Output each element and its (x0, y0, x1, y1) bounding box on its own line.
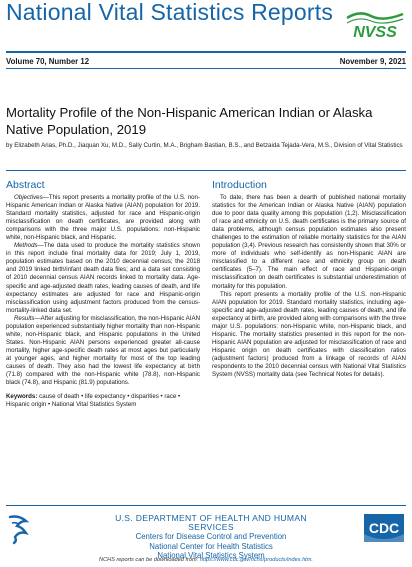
title-rule (6, 170, 406, 171)
nvss-logo (345, 6, 405, 42)
download-prefix: NCHS reports can be downloaded from: (99, 557, 199, 563)
abstract-heading: Abstract (6, 179, 45, 191)
footer-rule (6, 505, 406, 506)
report-header (0, 0, 412, 50)
methods-label: Methods (14, 242, 38, 250)
results-label: Results (14, 314, 35, 322)
nvss-logo-text: NVSS (353, 24, 397, 41)
download-link[interactable]: https://www.cdc.gov/nchs/products/index.htm. (199, 557, 313, 563)
header-rule (6, 51, 406, 53)
abstract-results (6, 315, 200, 387)
abstract-methods (6, 242, 200, 314)
objectives-text: —This report presents a mortality profile of the U.S. non-Hispanic American Indian or Alaska Native (AIAN) population for 2019. Standard mortality statistics, adjusted for race and Hispanic-origin misclassification on death certificates, are provided along with comparisons with the three major U.S. populations: non-Hispanic white, non-Hispanic black, and Hispanic. (6, 194, 200, 242)
keywords-label: Keywords: (6, 393, 38, 401)
download-note (6, 557, 406, 563)
introduction-column (212, 179, 406, 379)
cdc-logo-text: CDC (368, 520, 400, 536)
objectives-label: Objectives (14, 194, 43, 201)
introduction-paragraph-2: This report presents a mortality profile of the U.S. non-Hispanic AIAN population for 2019. Standard mortality statistics, including age-specific and age-adjusted death rates, leading causes of death, and life expectancy at birth, are provided along with comparisons with the three major U.S. populations: non-Hispanic white, non-Hispanic black, and Hispanic. The mortality statistics presented in this report for the non-Hispanic AIAN population are adjusted for misclassification of race and Hispanic origin on death certificates with classification ratios (adjustment factors) produced from a linkage of records of AIAN respondents to the 2010 decennial census with National Vital Statistics System (NVSS) mortality data (see Technical Notes for details). (212, 290, 406, 379)
abstract-column (6, 179, 200, 409)
report-title: Mortality Profile of the Non-Hispanic American Indian or Alaska Native Population, 2019 (6, 105, 373, 137)
keywords (6, 393, 200, 409)
department-name: U.S. DEPARTMENT OF HEALTH AND HUMAN SERVICES (115, 513, 307, 533)
results-text: —After adjusting for misclassification, the non-Hispanic AIAN population experienced substantially higher mortality than non-Hispanic white, non-Hispanic black, and Hispanic populations in the United States. Non-Hispanic AIAN persons experienced greater all-cause mortality, higher age-specific death rates at most ages but particularly at younger ages, and higher mortality for most of the top leading causes of death. They also had the lowest life expectancy at birth (71.8) compared with the non-Hispanic white (78.8), non-Hispanic black (74.8), and Hispanic (81.9) populations. (6, 314, 201, 387)
meta-rule (6, 68, 406, 69)
agency-block (106, 514, 316, 560)
methods-text: —The data used to produce the mortality statistics shown in this report include final mortality data for 2019; July 1, 2019, population estimates based on the 2010 decennial census; the 2018 and 2019 linked birth/infant death data files; and a data set consisting of 2010 decennial census AIAN records linked to mortality data. Age-specific and age-adjusted death rates, leading causes of death, and life expectancy estimates are adjusted for race and Hispanic-origin misclassification using adjustment factors produced from the census-mortality-linked data set. (6, 242, 200, 314)
keywords-text: cause of death • life expectancy • disparities • race • Hispanic origin • National Vital Statistics System (6, 393, 181, 409)
abstract-objectives (6, 194, 200, 242)
authors: by Elizabeth Arias, Ph.D., Jiaquan Xu, M.D., Sally Curtin, M.A., Brigham Bastian, B.S., and Betzaida Tejada-Vera, M.S., Division of Vital Statistics (6, 142, 403, 149)
cdc-name: Centers for Disease Control and Prevention (135, 532, 287, 542)
introduction-paragraph-1: To date, there has been a dearth of published national mortality statistics for the American Indian or Alaska Native (AIAN) population due to poor data quality among this population (1,2). Misclassification of race and ethnicity on U.S. death certificates is the primary source of data problems, although census population estimates also present challenges to the estimation of reliable mortality statistics for the AIAN population (3,4). Previous research has consistently shown that 30% or more of individuals who self-identify as non-Hispanic AIAN are misclassified to a different race and ethnicity group on death certificates (5–7). The main effect of race and Hispanic-origin misclassification on death certificates is substantial underestimation of mortality for this population. (212, 194, 406, 290)
nvss-name: National Vital Statistics System (157, 550, 265, 560)
cdc-logo (364, 514, 404, 542)
hhs-eagle-logo (6, 513, 32, 545)
volume-number: Volume 70, Number 12 (6, 57, 90, 66)
nchs-name: National Center for Health Statistics (149, 541, 273, 551)
series-title: National Vital Statistics Reports (6, 0, 334, 25)
issue-date: November 9, 2021 (339, 57, 406, 66)
introduction-heading: Introduction (212, 179, 267, 191)
